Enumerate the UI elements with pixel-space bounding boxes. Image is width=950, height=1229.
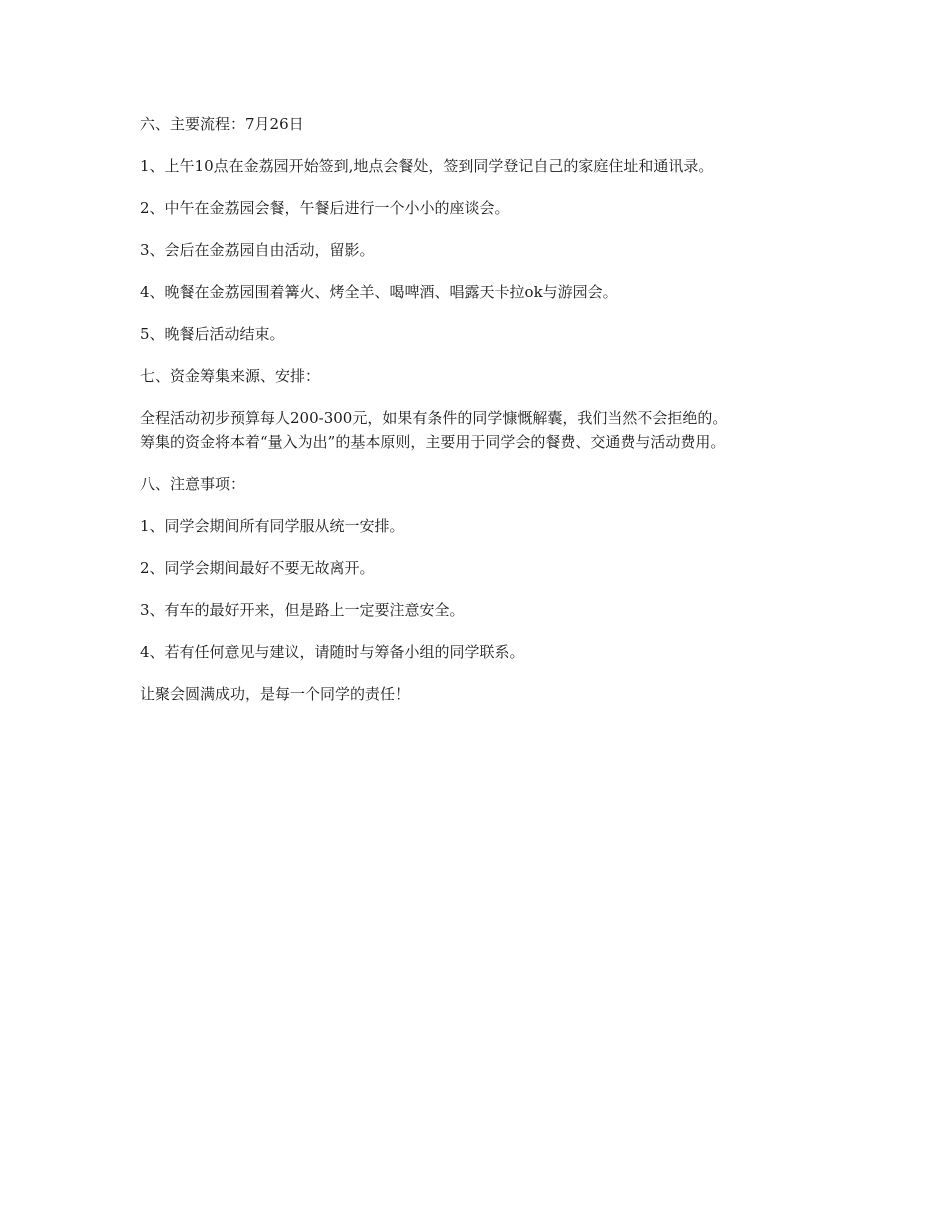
section6-item-4: 4、晚餐在金荔园围着篝火、烤全羊、喝啤酒、唱露天卡拉ok与游园会。 [140,283,618,301]
section8-item-1: 1、同学会期间所有同学服从统一安排。 [140,517,405,535]
section7-heading: 七、资金筹集来源、安排： [140,367,321,385]
section7-body-line-1: 全程活动初步预算每人200-300元，如果有条件的同学慷慨解囊，我们当然不会拒绝的。 [140,409,728,427]
section6-item-5: 5、晚餐后活动结束。 [140,325,285,343]
section8-heading: 八、注意事项： [140,475,246,493]
section8-item-3: 3、有车的最好开来，但是路上一定要注意安全。 [140,601,465,619]
section6-item-1: 1、上午10点在金荔园开始签到,地点会餐处，签到同学登记自己的家庭住址和通讯录。 [140,157,714,175]
section6-heading: 六、主要流程：7月26日 [140,115,304,133]
section6-item-3: 3、会后在金荔园自由活动，留影。 [140,241,375,259]
document-body [140,112,820,724]
section6-item-2: 2、中午在金荔园会餐，午餐后进行一个小小的座谈会。 [140,199,510,217]
section8-item-2: 2、同学会期间最好不要无故离开。 [140,559,375,577]
section7-body [140,406,820,454]
section7-body-line-2: 筹集的资金将本着“量入为出”的基本原则，主要用于同学会的餐费、交通费与活动费用。 [140,433,726,451]
closing-statement: 让聚会圆满成功，是每一个同学的责任！ [140,685,411,703]
section8-item-4: 4、若有任何意见与建议，请随时与筹备小组的同学联系。 [140,643,525,661]
